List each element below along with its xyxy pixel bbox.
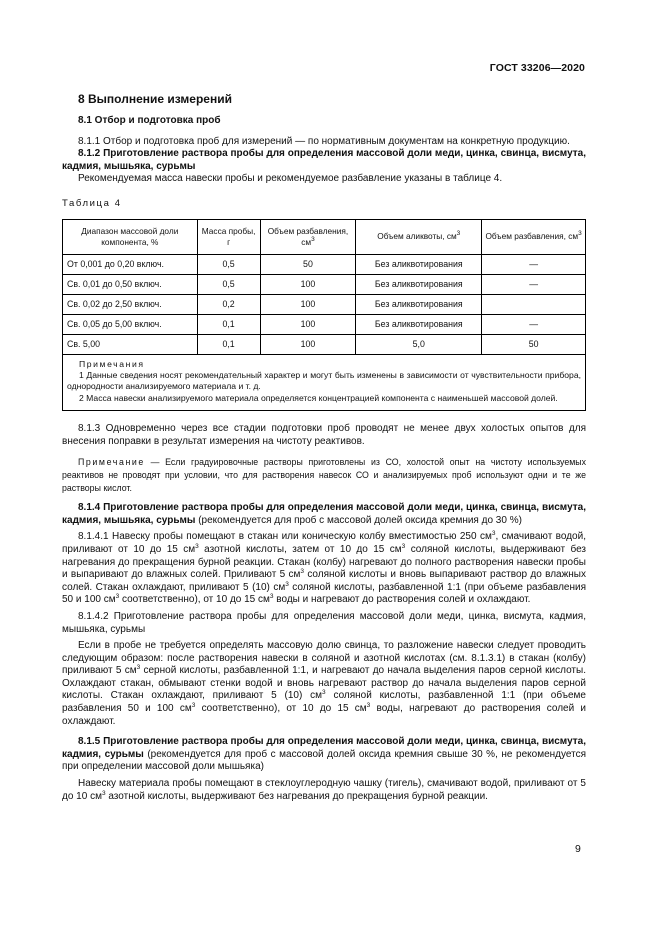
- table-4: [62, 219, 586, 412]
- paragraph-8-1-2-heading: 8.1.2 Приготовление раствора пробы для определения массовой доли меди, цинка, свинца, висмута, кадмия, мышьяка, сурьмы: [62, 148, 586, 172]
- note-1: 1 Данные сведения носят рекомендательный характер и могут быть изменены в зависимости от чувствительности прибора, однородности анализируемого материала и т. д.: [67, 369, 581, 392]
- table-cell: 0,1: [197, 334, 260, 354]
- table-cell: 50: [260, 254, 356, 274]
- table-cell: 100: [260, 334, 356, 354]
- table-row: [63, 334, 586, 354]
- table-cell: 0,1: [197, 314, 260, 334]
- table-header-row: [63, 219, 586, 254]
- table-cell: 100: [260, 314, 356, 334]
- paragraph-8-1-2-text: Рекомендуемая масса навески пробы и рекомендуемое разбавление указаны в таблице 4.: [78, 173, 503, 185]
- paragraph-8-1-4-text: (рекомендуется для проб с массовой долей оксида кремния до 30 %): [195, 514, 522, 526]
- paragraph-8-1-2: [62, 148, 586, 173]
- table-cell: Св. 0,01 до 0,50 включ.: [63, 274, 198, 294]
- subsection-title: 8.1 Отбор и подготовка проб: [78, 115, 221, 126]
- section-title: 8 Выполнение измерений: [78, 92, 232, 106]
- table-row: [63, 274, 586, 294]
- table-notes-row: [63, 354, 586, 411]
- table-cell: Без аликвотирования: [356, 294, 482, 314]
- paragraph-8-1-5: [62, 736, 586, 774]
- standard-header: ГОСТ 33206—2020: [489, 62, 585, 74]
- paragraph-8-1-4-1: 8.1.4.1 Навеску пробы помещают в стакан или коническую колбу вместимостью 250 $см^3$, смачивают водой, приливают от 10 до 15 $см^3$ азотной кислоты, затем от 10 до 15 $см^3$ соляной кислоты, выдерживают без нагревания до прекращения бурной реакции. Стакан (колбу) нагревают до полного растворения навески пробы и выпаривают до влажных солей. Приливают 5 $см^3$ соляной кислоты и вновь выпаривают раствор до влажных солей. Стакан охлаждают, приливают 5 (10) $см^3$ соляной кислоты, разбавленной 1:1 (при объеме разбавления 50 и 100 $см^3$ соответственно), от 10 до 15 $см^3$ воды и нагревают до растворения солей и охлаждают.: [62, 530, 587, 606]
- table-cell: 100: [260, 274, 356, 294]
- paragraph-8-1-3: 8.1.3 Одновременно через все стадии подготовки проб проводят не менее двух холостых опытов для внесения поправки в результат измерения на чистоту реактивов.: [62, 423, 586, 447]
- table-cell: —: [482, 314, 586, 334]
- table-row: [63, 294, 586, 314]
- paragraph-8-1-5-heading: 8.1.5 Приготовление раствора пробы для определения массовой доли меди, цинка, свинца, висмута, кадмия, сурьмы: [62, 736, 586, 760]
- note-2: 2 Масса навески анализируемого материала определяется концентрацией компонента с наименьшей массовой долей.: [79, 392, 558, 403]
- note-text: — Если градуировочные растворы приготовлены из СО, холостой опыт на чистоту используемых реактивов не проводят при условии, что для растворения навесок СО и анализируемых проб используют одни и те же растворы кислот.: [62, 457, 586, 493]
- page-number: 9: [575, 843, 581, 855]
- table-cell: —: [482, 254, 586, 274]
- column-header-range: Диапазон массовой доли компонента, %: [63, 219, 198, 254]
- table-cell: 0,5: [197, 254, 260, 274]
- table-cell: Св. 0,02 до 2,50 включ.: [63, 294, 198, 314]
- paragraph-8-1-4-2: 8.1.4.2 Приготовление раствора пробы для определения массовой доли меди, цинка, висмута, кадмия, мышьяка, сурьмы: [62, 610, 586, 635]
- paragraph-8-1-4-heading: 8.1.4 Приготовление раствора пробы для определения массовой доли меди, цинка, свинца, висмута, кадмия, мышьяка, сурьмы: [62, 502, 586, 526]
- table-cell: Без аликвотирования: [356, 254, 482, 274]
- table-cell: Св. 5,00: [63, 334, 198, 354]
- paragraph-8-1-5-body: Навеску материала пробы помещают в стеклоуглеродную чашку (тигель), смачивают водой, приливают от 5 до 10 $см^3$ азотной кислоты, выдерживают без нагревания до прекращения бурной реакции.: [62, 778, 586, 802]
- note-paragraph: [62, 456, 586, 494]
- paragraph-8-1-1: 8.1.1 Отбор и подготовка проб для измерений — по нормативным документам на конкретную продукцию.: [78, 135, 570, 147]
- table-cell: От 0,001 до 0,20 включ.: [63, 254, 198, 274]
- table-notes: [63, 354, 586, 411]
- document-body: [62, 92, 586, 803]
- column-header-dilution-volume-2: Объем разбавления, $см^3$: [482, 219, 586, 254]
- table-cell: Св. 0,05 до 5,00 включ.: [63, 314, 198, 334]
- table-cell: 100: [260, 294, 356, 314]
- table-cell: Без аликвотирования: [356, 314, 482, 334]
- table-caption: Таблица 4: [62, 197, 122, 209]
- table-cell: —: [482, 274, 586, 294]
- notes-title: Примечания: [79, 358, 145, 369]
- table-cell: 0,5: [197, 274, 260, 294]
- column-header-aliquot-volume: Объем аликвоты, $см^3$: [356, 219, 482, 254]
- table-cell: Без аликвотирования: [356, 274, 482, 294]
- note-label: Примечание: [78, 457, 145, 468]
- column-header-dilution-volume: Объем разбавления, $см^3$: [260, 219, 356, 254]
- paragraph-8-1-5-text: (рекомендуется для проб с массовой долей оксида кремния свыше 30 %, не рекомендуется при определении массовой доли мышьяка): [62, 748, 586, 773]
- column-header-mass: Масса пробы, г: [197, 219, 260, 254]
- table-row: [63, 314, 586, 334]
- table-row: [63, 254, 586, 274]
- table-cell: [482, 294, 586, 314]
- paragraph-8-1-4-2-body: Если в пробе не требуется определять массовую долю свинца, то разложение навески следует проводить следующим образом: после растворения навески в соляной и азотной кислотах (см. 8.1.3.1) в стакан (колбу) приливают 5 $см^3$ серной кислоты, разбавленной 1:1, и нагревают до начала выделения паров серной кислоты. Охлаждают стакан, обмывают стенки водой и вновь нагревают раствор до начала выделения паров серной кислоты. Стакан охлаждают, приливают 5 (10) $см^3$ соляной кислоты, разбавленной 1:1 (при объеме разбавления 50 и 100 $см^3$ соответственно), от 10 до 15 $см^3$ воды, нагревают до растворения солей и охлаждают.: [62, 640, 586, 727]
- table-cell: 50: [482, 334, 586, 354]
- table-cell: 0,2: [197, 294, 260, 314]
- paragraph-8-1-4: [62, 502, 586, 527]
- table-cell: 5,0: [356, 334, 482, 354]
